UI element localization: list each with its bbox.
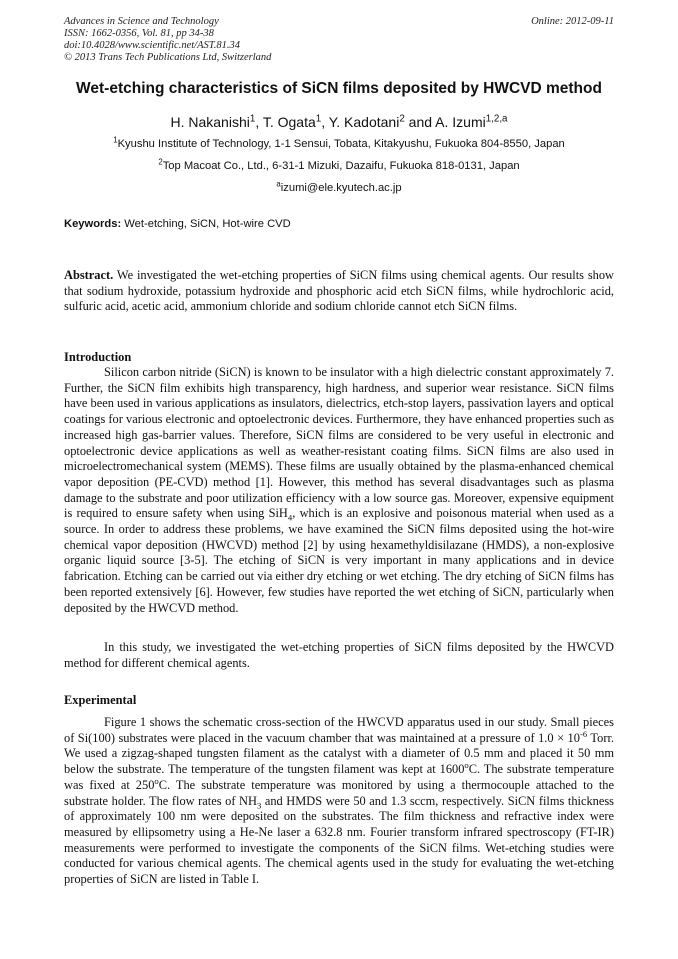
author-affiliation-mark: 1	[249, 113, 256, 125]
paragraph-text: Silicon carbon nitride (SiCN) is known to be insulator with a high dielectric constant approximately 7. Further, the SiCN film exhibits high transparency, high hardness, and superior wear resistance. SiCN films have been used in various applications as insulators, dielectrics, etch-stop layers, passivation layers and optical coatings for various electronic and optoelectronic devices. Furthermore, they have enhanced properties such as increased high gas-barrier values. Therefore, SiCN films are considered to be very useful in electronic and optoelectronic device applications as well as weather-resistant coating films. SiCN films are also used in microelectromechanical system (MEMS). These films are usually obtained by the plasma-enhanced chemical vapor deposition (PE-CVD) method [1]. However, this method has several disadvantages such as plasma damage to the substrate and poor utilization efficiency with a low source gas. Moreover, expensive equipment is required to ensure safety when using SiH	[64, 365, 614, 521]
doi-line: doi:10.4028/www.scientific.net/AST.81.34	[64, 40, 241, 51]
author-name: and A. Izumi	[404, 114, 486, 130]
keywords-label: Keywords:	[64, 218, 122, 230]
paragraph-text: C. The substrate temperature was monitored by using a thermocouple attached to the substrate holder. The flow rates of NH	[64, 777, 614, 808]
contact-email	[0, 179, 678, 194]
subscript: 4	[287, 512, 293, 523]
paragraph-text: , which is an explosive and poisonous material when used as a source. In order to address these problems, we have examined the SiCN films deposited using the hot-wire chemical vapor deposition (HWCVD) method [2] by using hexamethyldisilazane (HMDS), a non-explosive organic liquid source [3-5]. The etching of SiCN is very important in many applications and in device fabrication. Etching can be carried out via either dry etching or wet etching. The dry etching of SiCN films has been reported extensively [6]. However, few studies have reported the wet etching of SiCN, particularly when deposited by the HWCVD method.	[64, 506, 614, 615]
journal-name: Advances in Science and Technology	[64, 16, 219, 27]
subscript: 3	[256, 799, 262, 810]
author-name: , T. Ogata	[255, 114, 316, 130]
author-affiliation-mark: 1,2,a	[485, 113, 508, 125]
affiliation-mark: 2	[158, 157, 163, 167]
affiliation-text: Top Macoat Co., Ltd., 6-31-1 Mizuki, Dazaifu, Fukuoka 818-0131, Japan	[162, 160, 520, 172]
abstract	[64, 268, 614, 315]
issn-line: ISSN: 1662-0356, Vol. 81, pp 34-38	[64, 28, 214, 39]
paragraph-text: C. The substrate temperature was fixed at 250	[64, 762, 615, 792]
affiliation-text: Kyushu Institute of Technology, 1-1 Sensui, Tobata, Kitakyushu, Fukuoka 804-8550, Japan	[117, 138, 565, 150]
paragraph-text: and HMDS were 50 and 1.3 sccm, respectively. SiCN films thickness of approximately 100 nm were deposited on the substrates. The film thickness and refractive index were measured by ellipsometry using a He-Ne laser a 632.8 nm. Fourier transform infrared spectroscopy (FT-IR) measurements were performed to investigate the components of the SiCN films. Wet-etching studies were conducted for various chemical agents. The chemical agents used in the study for evaluating the wet-etching properties of SiCN are listed in Table I.	[64, 793, 614, 887]
author-affiliation-mark: 2	[399, 113, 405, 125]
introduction-heading: Introduction	[64, 350, 132, 364]
paragraph-text: Torr. We used a zigzag-shaped tungsten filament as the catalyst with a diameter of 0.5 mm and placed it 50 mm below the substrate. The temperature of the tungsten filament was kept at 1600	[64, 730, 614, 777]
paper-title: Wet-etching characteristics of SiCN films deposited by HWCVD method	[76, 80, 602, 97]
author-affiliation-mark: 1	[315, 113, 322, 125]
email-mark: a	[276, 179, 281, 189]
author-name: , Y. Kadotani	[321, 114, 400, 130]
superscript: -6	[579, 728, 588, 739]
affiliation-1	[0, 135, 678, 150]
author-list	[0, 114, 678, 130]
experimental-paragraph	[64, 715, 614, 888]
introduction-paragraph-1	[64, 365, 614, 616]
introduction-paragraph-2: In this study, we investigated the wet-etching properties of SiCN films deposited by the HWCVD method for different chemical agents.	[64, 640, 614, 670]
abstract-text: We investigated the wet-etching properties of SiCN films using chemical agents. Our results show that sodium hydroxide, potassium hydroxide and phosphoric acid etch SiCN films, while hydrochloric acid, sulfuric acid, acetic acid, ammonium chloride and sodium chloride cannot etch SiCN films.	[64, 268, 614, 314]
online-date: Online: 2012-09-11	[531, 16, 614, 27]
journal-header	[64, 16, 271, 64]
experimental-heading: Experimental	[64, 693, 137, 707]
email-text: izumi@ele.kyutech.ac.jp	[280, 182, 402, 194]
paragraph-text: Figure 1 shows the schematic cross-section of the HWCVD apparatus used in our study. Small pieces of Si(100) substrates were placed in the vacuum chamber that was maintained at a pressure of 1.0 × 10	[64, 715, 614, 745]
author-name: H. Nakanishi	[170, 114, 250, 130]
abstract-label: Abstract.	[64, 268, 114, 282]
affiliation-2	[0, 157, 678, 172]
superscript: o	[154, 775, 159, 786]
superscript: o	[464, 759, 469, 770]
keywords-text: Wet-etching, SiCN, Hot-wire CVD	[121, 218, 291, 230]
keywords	[64, 218, 291, 230]
affiliation-mark: 1	[113, 135, 118, 145]
copyright-line: © 2013 Trans Tech Publications Ltd, Switzerland	[64, 52, 272, 63]
